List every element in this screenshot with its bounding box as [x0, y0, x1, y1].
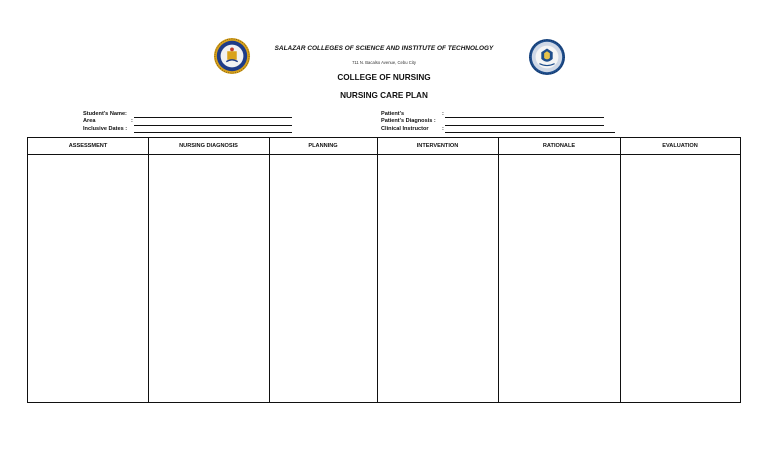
clinical-instructor-colon: :: [442, 126, 444, 132]
column-evaluation: EVALUATION: [662, 143, 698, 149]
column-divider: [498, 138, 499, 402]
college-name: COLLEGE OF NURSING: [337, 73, 431, 82]
form-title: NURSING CARE PLAN: [340, 91, 428, 100]
clinical-instructor-label: Clinical Instructor: [381, 126, 429, 132]
column-divider: [148, 138, 149, 402]
inclusive-dates-label: Inclusive Dates :: [83, 126, 128, 132]
column-divider: [377, 138, 378, 402]
school-seal-logo: [213, 37, 251, 75]
patients-diagnosis-line[interactable]: [445, 125, 604, 126]
column-nursing-diagnosis: NURSING DIAGNOSIS: [179, 143, 238, 149]
students-name-line[interactable]: [134, 117, 292, 118]
patients-colon: :: [442, 111, 444, 117]
column-intervention: INTERVENTION: [416, 143, 459, 149]
column-planning: PLANNING: [308, 143, 338, 149]
area-label: Area: [83, 118, 96, 124]
table-header-row: [28, 138, 740, 155]
patients-diagnosis-label: Patient's Diagnosis :: [381, 118, 436, 124]
inclusive-dates-line[interactable]: [134, 132, 292, 133]
column-divider: [620, 138, 621, 402]
patients-line[interactable]: [445, 117, 604, 118]
nursing-seal-logo: [528, 38, 566, 76]
column-divider: [269, 138, 270, 402]
area-line[interactable]: [134, 125, 292, 126]
patients-label: Patient's: [381, 111, 405, 117]
area-colon: :: [131, 118, 133, 124]
column-rationale: RATIONALE: [542, 143, 576, 149]
school-name: SALAZAR COLLEGES OF SCIENCE AND INSTITUTE OF TECHNOLOGY: [274, 45, 494, 52]
clinical-instructor-line[interactable]: [445, 132, 615, 133]
students-name-label: Student's Name:: [83, 111, 127, 117]
care-plan-table: [27, 137, 741, 403]
column-assessment: ASSESSMENT: [68, 143, 108, 149]
school-address: 711 N. Bacalso Avenue, Cebu City: [352, 60, 416, 65]
